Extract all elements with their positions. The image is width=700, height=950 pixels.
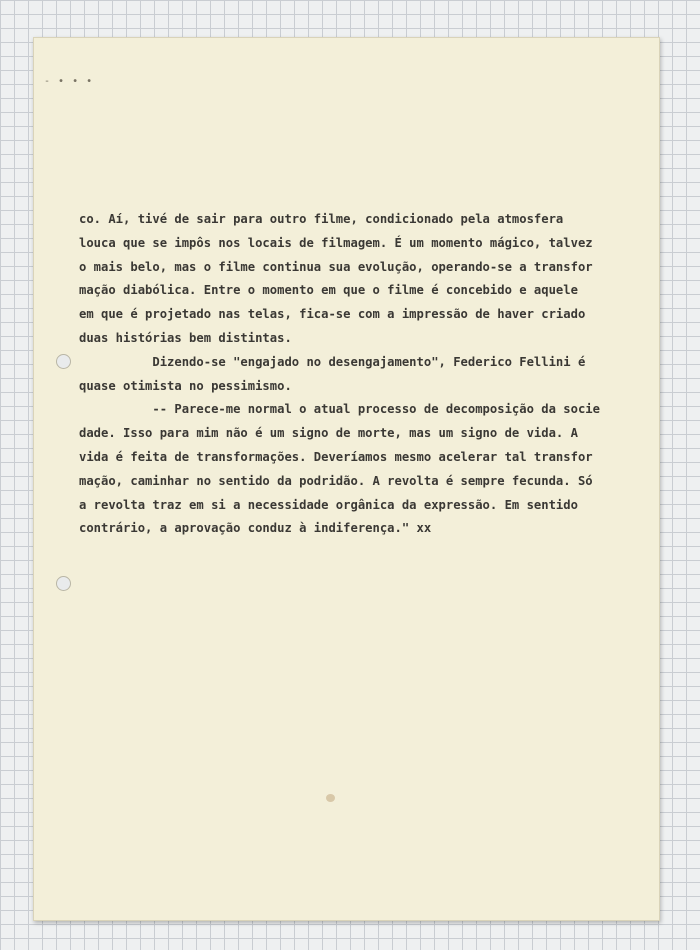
text-line: dade. Isso para mim não é um signo de morte, mas um signo de vida. A [79,426,578,441]
corner-marks: - ∙ ∙ ∙ [44,76,94,87]
text-line: a revolta traz em si a necessidade orgânica da expressão. Em sentido [79,497,578,512]
punch-hole-top [56,354,71,369]
typewritten-text [79,208,629,541]
text-line: o mais belo, mas o filme continua sua evolução, operando-se a transfor [79,259,593,274]
text-line: em que é projetado nas telas, fica-se com a impressão de haver criado [79,307,586,322]
punch-hole-bottom [56,576,71,591]
typed-page [33,37,660,921]
text-line: duas histórias bem distintas. [79,330,292,345]
paper-stain [326,794,335,802]
text-line: mação diabólica. Entre o momento em que o filme é concebido e aquele [79,283,578,298]
text-line: Dizendo-se "engajado no desengajamento", Federico Fellini é [79,354,586,369]
text-line: vida é feita de transformações. Deveríamos mesmo acelerar tal transfor [79,449,593,464]
text-line: -- Parece-me normal o atual processo de decomposição da socie [79,402,600,417]
text-line: quase otimista no pessimismo. [79,378,292,393]
text-line: louca que se impôs nos locais de filmagem. É um momento mágico, talvez [79,235,593,250]
text-line: mação, caminhar no sentido da podridão. A revolta é sempre fecunda. Só [79,473,593,488]
text-line: co. Aí, tivé de sair para outro filme, condicionado pela atmosfera [79,212,564,226]
text-line: contrário, a aprovação conduz à indiferença." xx [79,521,432,536]
